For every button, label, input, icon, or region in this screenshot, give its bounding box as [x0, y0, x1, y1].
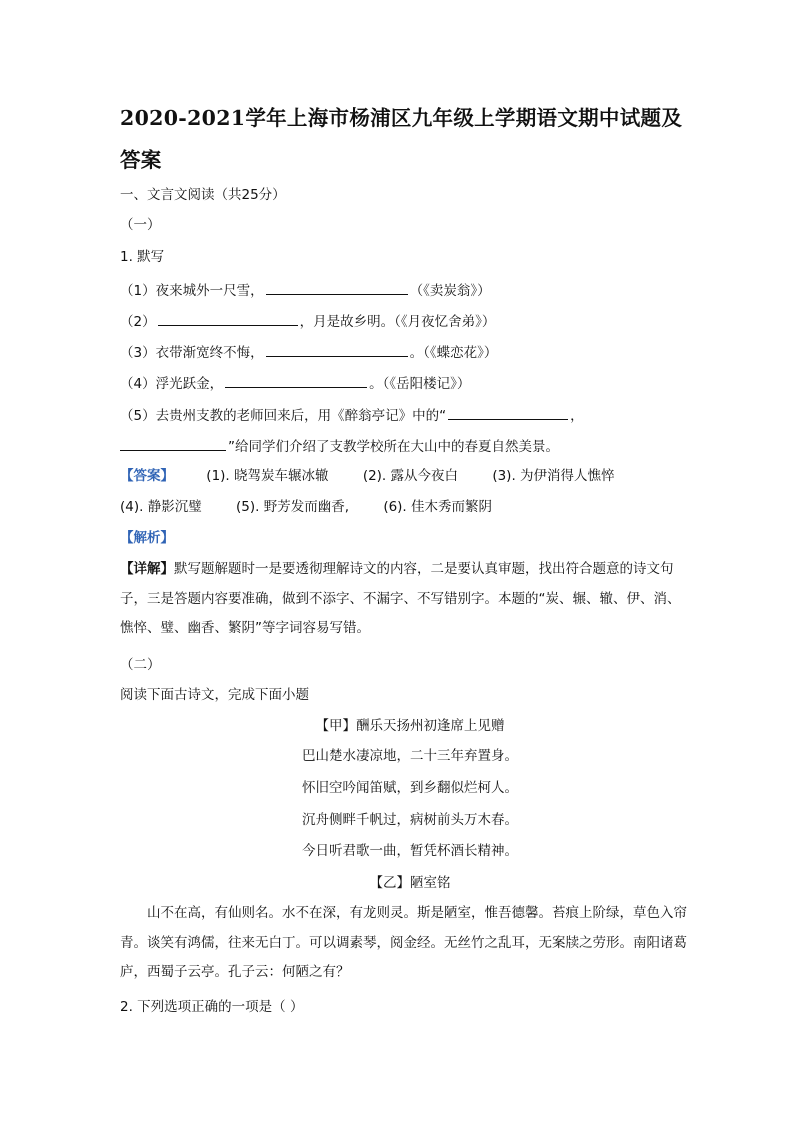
answer-blank [158, 310, 298, 326]
question-1-4 [120, 372, 470, 394]
answer-item-2: (2). 露从今夜白 [362, 468, 459, 484]
q1-5-prefix: （5）去贵州支教的老师回来后，用《醉翁亭记》中的“ [120, 408, 447, 424]
q1-2-prefix: （2） [120, 314, 156, 330]
poem-line-1: 巴山楚水凄凉地，二十三年弃置身。 [302, 748, 518, 764]
q1-4-source: 。（《岳阳楼记》） [369, 376, 471, 392]
essay-title: 【乙】陋室铭 [369, 875, 451, 891]
poem-title: 【甲】酬乐天扬州初逢席上见赠 [315, 718, 505, 734]
poem-line-3: 沉舟侧畔千帆过，病树前头万木春。 [302, 812, 518, 828]
detail-tag: 【详解】 [120, 561, 174, 577]
q1-5-comma: ， [570, 408, 584, 424]
part-one-label: （一） [120, 217, 161, 233]
q1-2-source: ，月是故乡明。（《月夜忆舍弟》） [299, 314, 496, 330]
q1-4-prefix: （4）浮光跃金， [120, 376, 224, 392]
answer-item-4: (4). 静影沉璧 [120, 499, 202, 515]
title-line-2: 答案 [120, 148, 162, 172]
answer-item-5: (5). 野芳发而幽香, [236, 499, 350, 515]
poem-line-4: 今日听君歌一曲，暂凭杯酒长精神。 [302, 843, 518, 859]
essay-paragraph: 山不在高，有仙则名。水不在深，有龙则灵。斯是陋室，惟吾德馨。苔痕上阶绿，草色入帘青。谈笑有鸿儒，往来无白丁。可以调素琴，阅金经。无丝竹之乱耳，无案牍之劳形。南阳诸葛庐，西蜀子云亭。孔子云：何陋之有？ [120, 905, 687, 980]
answer-blank [266, 341, 408, 357]
question-1: 1. 默写 [120, 249, 165, 265]
q1-3-source: 。（《蝶恋花》） [409, 345, 498, 361]
detail-paragraph [120, 555, 692, 644]
q1-3-prefix: （3）衣带渐宽终不悔， [120, 345, 264, 361]
question-1-5 [120, 404, 584, 426]
part-two-label: （二） [120, 657, 161, 673]
answer-blank [448, 404, 568, 420]
answer-blank [266, 279, 408, 295]
answer-row-2 [120, 497, 492, 517]
q1-5-suffix: ”给同学们介绍了支教学校所在大山中的春夏自然美景。 [228, 439, 559, 455]
question-1-1 [120, 279, 491, 301]
reading-instruction: 阅读下面古诗文，完成下面小题 [120, 687, 309, 703]
section-heading: 一、文言文阅读（共25分） [120, 187, 286, 203]
answer-item-6: (6). 佳木秀而繁阴 [383, 499, 493, 515]
answer-blank [225, 372, 367, 388]
title-line-1: 2020-2021学年上海市杨浦区九年级上学期语文期中试题及 [120, 106, 683, 130]
question-1-5-cont [120, 435, 559, 457]
question-2: 2. 下列选项正确的一项是（ ） [120, 999, 304, 1015]
answer-item-3: (3). 为伊消得人憔悴 [492, 468, 615, 484]
q1-1-prefix: （1）夜来城外一尺雪， [120, 283, 264, 299]
answer-blank [120, 435, 226, 451]
poem-line-2: 怀旧空吟闻笛赋，到乡翻似烂柯人。 [302, 780, 518, 796]
q1-1-source: （《卖炭翁》） [409, 283, 491, 299]
detail-text: 默写题解题时一是要透彻理解诗文的内容，二是要认真审题，找出符合题意的诗文句子，三是答题内容要准确，做到不添字、不漏字、不写错别字。本题的“炭、辗、辙、伊、消、憔悴、璧、幽香、繁阴”等字词容易写错。 [120, 561, 681, 636]
answer-tag: 【答案】 [120, 468, 174, 484]
document-title [120, 101, 690, 177]
analysis-tag: 【解析】 [120, 530, 174, 546]
question-1-3 [120, 341, 497, 363]
question-1-2 [120, 310, 495, 332]
answer-item-1: (1). 晓驾炭车辗冰辙 [206, 468, 329, 484]
answer-row-1 [120, 466, 615, 486]
